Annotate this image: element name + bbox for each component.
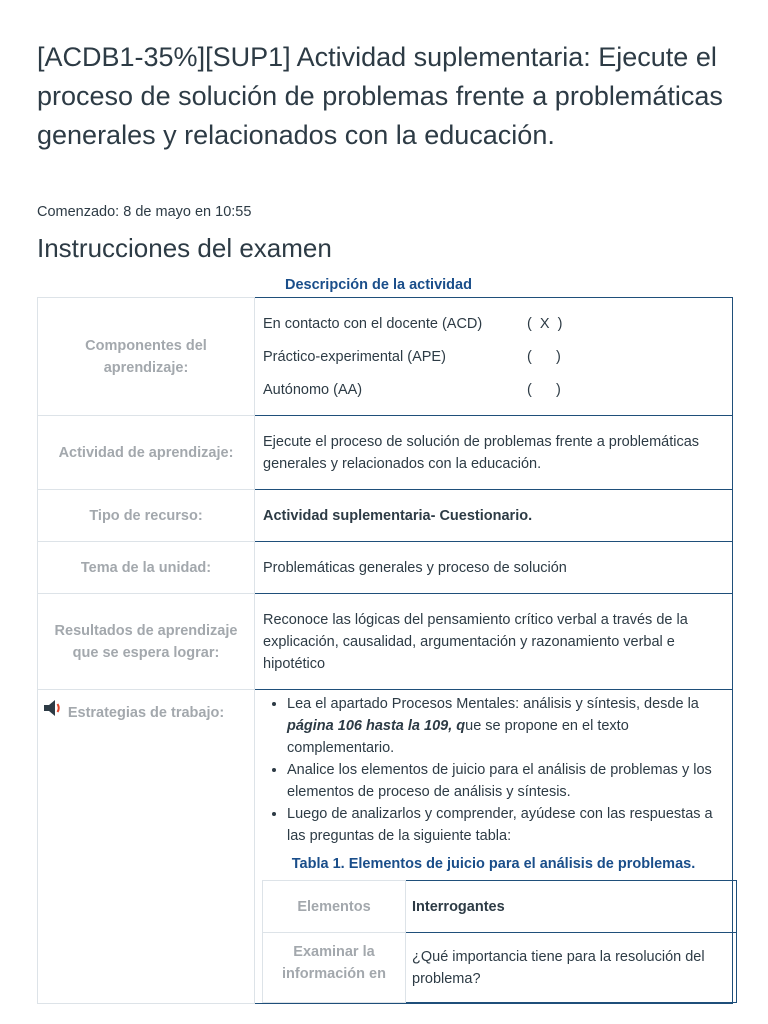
resource-type-value: Actividad suplementaria- Cuestionario. <box>255 490 733 542</box>
strategies-label-cell <box>38 690 255 1004</box>
list-item <box>287 693 724 759</box>
table1 <box>262 880 737 1003</box>
unit-topic-label: Tema de la unidad: <box>38 542 255 594</box>
activity-table <box>37 297 733 1004</box>
results-label: Resultados de aprendizaje que se espera lograr: <box>38 594 255 690</box>
component-name: Autónomo (AA) <box>263 381 363 398</box>
activity-caption: Descripción de la actividad <box>285 277 472 293</box>
component-name: Práctico-experimental (APE) <box>263 348 446 365</box>
component-mark: ( ) <box>527 381 561 398</box>
components-label: Componentes del aprendizaje: <box>38 298 255 416</box>
results-value: Reconoce las lógicas del pensamiento crítico verbal a través de la explicación, causalidad, argumentación y razonamiento verbal e hipotético <box>255 594 733 690</box>
instructions-heading: Instrucciones del examen <box>37 233 332 263</box>
strategies-list <box>263 693 724 847</box>
resource-type-label: Tipo de recurso: <box>38 490 255 542</box>
strategy-text: Lea el apartado Procesos Mentales: análisis y síntesis, desde la <box>287 696 699 712</box>
component-name: En contacto con el docente (ACD) <box>263 315 483 332</box>
learning-activity-value: Ejecute el proceso de solución de problemas frente a problemáticas generales y relacionados con la educación. <box>255 416 733 490</box>
components-cell <box>255 298 733 416</box>
table1-caption: Tabla 1. Elementos de juicio para el análisis de problemas. <box>291 856 696 872</box>
component-mark: ( ) <box>527 348 561 365</box>
learning-activity-label: Actividad de aprendizaje: <box>38 416 255 490</box>
table1-header-questions: Interrogantes <box>406 881 737 933</box>
strategy-emphasis: página 106 hasta la 109, q <box>287 718 466 734</box>
component-row <box>263 340 724 373</box>
strategies-label: Estrategias de trabajo: <box>67 705 225 721</box>
component-row <box>263 307 724 340</box>
table1-row-question: ¿Qué importancia tiene para la resolución del problema? <box>406 933 737 1003</box>
list-item: • Analice los elementos de juicio para el análisis de problemas y los elementos de proceso de análisis y síntesis. <box>287 759 724 803</box>
unit-topic-value: Problemáticas generales y proceso de solución <box>255 542 733 594</box>
component-mark: ( X ) <box>527 315 563 332</box>
table1-row-element: Examinar la información en <box>263 933 406 1003</box>
strategies-cell <box>255 690 733 1004</box>
component-row <box>263 373 724 406</box>
strategy-text: ue se propone en el texto complementario. <box>287 718 629 756</box>
table1-header-elements: Elementos <box>263 881 406 933</box>
started-timestamp: Comenzado: 8 de mayo en 10:55 <box>37 204 252 220</box>
speaker-icon[interactable] <box>42 698 64 718</box>
list-item: • Luego de analizarlos y comprender, ayúdese con las respuestas a las preguntas de la siguiente tabla: <box>287 803 724 847</box>
quiz-title: [ACDB1-35%][SUP1] Actividad suplementaria: Ejecute el proceso de solución de problemas frente a problemáticas generales y relacionados con la educación. <box>37 42 723 150</box>
